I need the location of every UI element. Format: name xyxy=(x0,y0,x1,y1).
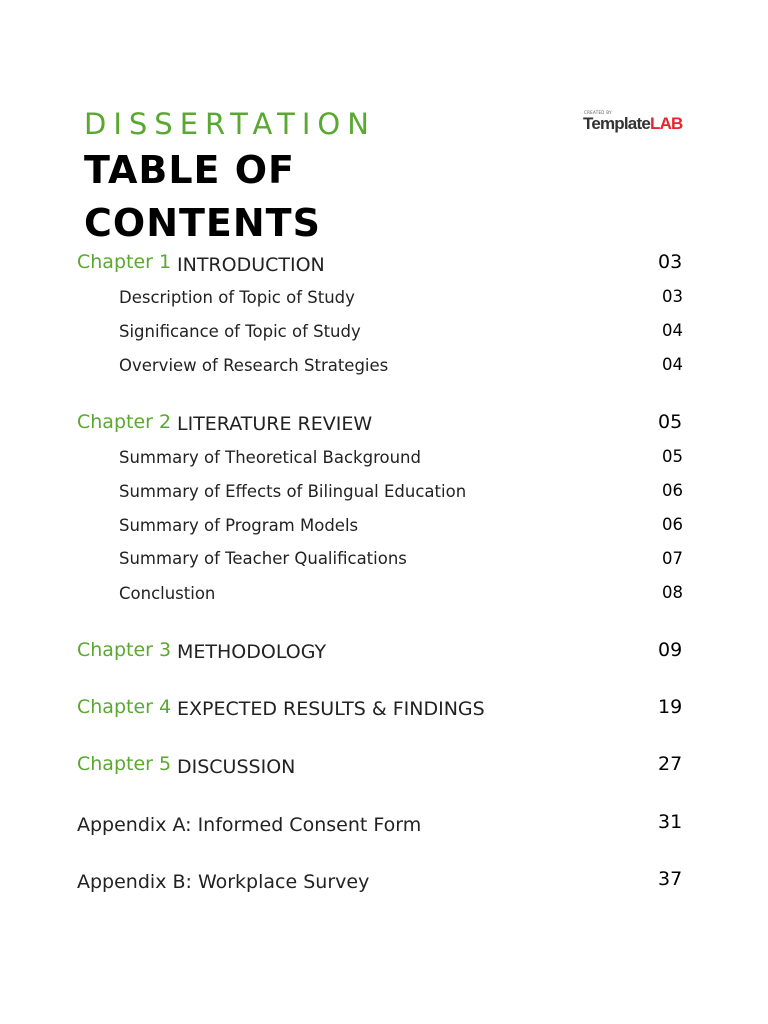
section-page-number: 03 xyxy=(662,287,683,306)
section-page-number: 06 xyxy=(662,515,683,534)
chapter-label: Chapter 1 xyxy=(77,251,172,273)
chapter-page-number: 19 xyxy=(658,696,683,718)
appendix-page-number: 37 xyxy=(658,868,683,890)
chapter-page-number: 05 xyxy=(658,411,683,433)
section-title: Description of Topic of Study xyxy=(119,288,355,307)
section-page-number: 07 xyxy=(662,549,683,568)
chapter-label: Chapter 3 xyxy=(77,639,172,661)
appendix-page-number: 31 xyxy=(658,811,683,833)
section-page-number: 06 xyxy=(662,481,683,500)
chapter-label: Chapter 2 xyxy=(77,411,172,433)
section-page-number: 05 xyxy=(662,447,683,466)
chapter-title: LITERATURE REVIEW xyxy=(177,413,373,435)
chapter-title: EXPECTED RESULTS & FINDINGS xyxy=(177,698,485,720)
section-title: Summary of Theoretical Background xyxy=(119,448,421,467)
chapter-title: METHODOLOGY xyxy=(177,641,327,663)
chapter-label: Chapter 5 xyxy=(77,753,172,775)
appendix-title: Appendix B: Workplace Survey xyxy=(77,871,370,893)
section-page-number: 08 xyxy=(662,583,683,602)
section-title: Summary of Program Models xyxy=(119,516,359,535)
section-page-number: 04 xyxy=(662,321,683,340)
section-page-number: 04 xyxy=(662,355,683,374)
logo-wordmark: TemplateLAB xyxy=(583,114,683,133)
chapter-title: INTRODUCTION xyxy=(177,254,325,276)
section-title: Summary of Effects of Bilingual Education xyxy=(119,482,467,501)
chapter-label: Chapter 4 xyxy=(77,696,172,718)
section-title: Overview of Research Strategies xyxy=(119,356,389,375)
document-title xyxy=(84,144,321,250)
section-title: Summary of Teacher Qualifications xyxy=(119,549,407,568)
document-kicker: DISSERTATION xyxy=(84,107,376,141)
title-line-1: TABLE OF xyxy=(84,148,296,192)
section-title: Significance of Topic of Study xyxy=(119,322,361,341)
chapter-page-number: 09 xyxy=(658,639,683,661)
appendix-title: Appendix A: Informed Consent Form xyxy=(77,814,422,836)
chapter-page-number: 27 xyxy=(658,753,683,775)
chapter-title: DISCUSSION xyxy=(177,756,296,778)
chapter-page-number: 03 xyxy=(658,251,683,273)
section-title: Conclustion xyxy=(119,584,216,603)
logo-created-by: CREATED BY xyxy=(584,110,612,115)
title-line-2: CONTENTS xyxy=(84,201,321,245)
